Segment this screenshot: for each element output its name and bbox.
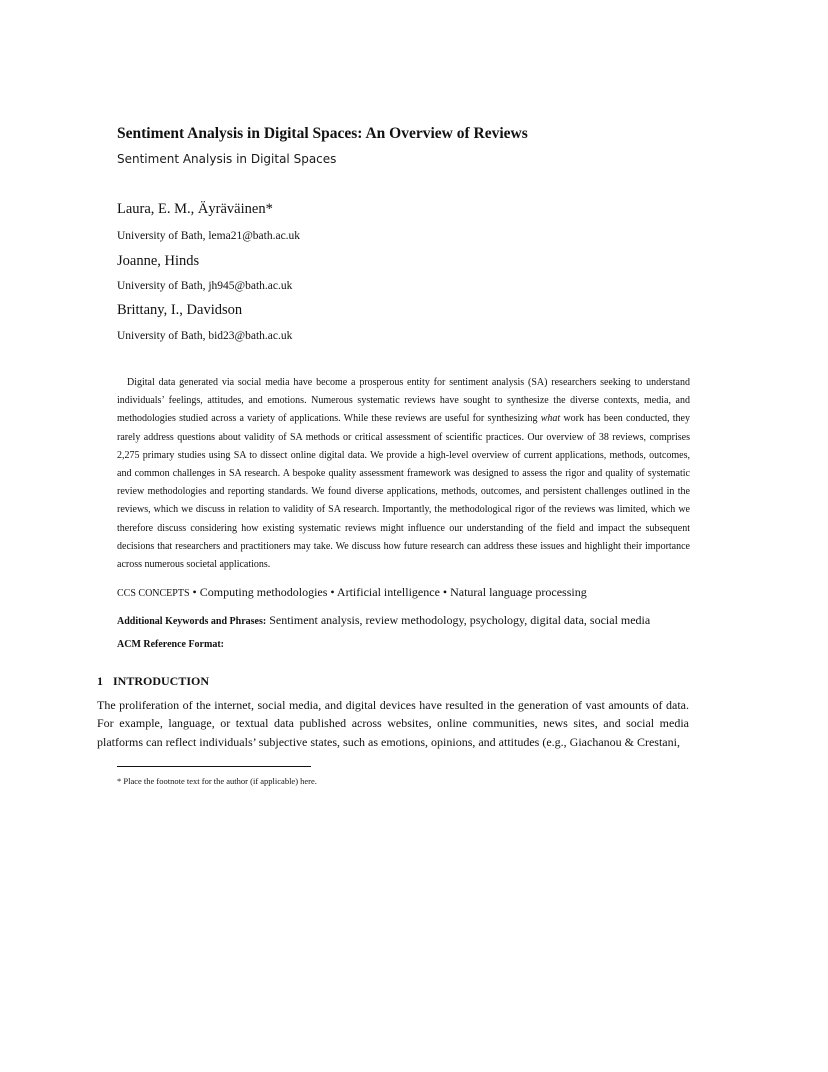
ccs-concepts: [117, 585, 587, 600]
abstract-text: Digital data generated via social media have become a prosperous entity for sentiment analysis (SA) researchers seeking to understand individuals’ feelings, attitudes, and emotions. Numerous systematic reviews have sought to synthesize the diverse contexts, media, and methodologies studied across a variety of applications. While these reviews are useful for synthesizing: [117, 377, 690, 425]
introduction-body: [97, 696, 689, 751]
footnote: * Place the footnote text for the author (if applicable) here.: [117, 776, 317, 786]
abstract-text-continued: work has been conducted, they rarely address questions about validity of SA methods or critical assessment of scientific practices. Our overview of 38 reviews, comprises 2,275 primary studies using SA to dissect online digital data. We provide a high-level overview of current applications, methods, outcomes, and common challenges in SA research. A bespoke quality assessment framework was designed to assess the rigor and quality of systematic review methodologies and reporting standards. We found diverse applications, methods, outcomes, and persistent challenges outlined in the reviews, which we discuss in relation to validity of SA research. Importantly, the methodological rigor of the reviews was limited, which we therefore discuss considering how existing systematic reviews might influence our understanding of the field and impact the subsequent decisions that researchers and practitioners may take. We discuss how future research can address these issues and highlight their importance across numerous societal applications.: [117, 413, 690, 571]
section-number: 1: [97, 674, 103, 688]
abstract: [117, 374, 690, 574]
introduction-paragraph: The proliferation of the internet, social media, and digital devices have resulted in the generation of vast amounts of data. For example, language, or textual data published across websites, online communities, news sites, and social media platforms can reflect individuals’ subjective states, such as emotions, opinions, and attitudes (e.g., Giachanou & Crestani,: [97, 698, 689, 749]
author-name: Laura, E. M., Äyräväinen*: [117, 201, 273, 217]
section-title: INTRODUCTION: [113, 674, 210, 688]
keywords-label: Additional Keywords and Phrases:: [117, 616, 267, 627]
author-affiliation: University of Bath, jh945@bath.ac.uk: [117, 280, 293, 292]
author-affiliation: University of Bath, lema21@bath.ac.uk: [117, 230, 301, 242]
author-name: Joanne, Hinds: [117, 253, 200, 269]
paper-title: Sentiment Analysis in Digital Spaces: An Overview of Reviews: [117, 125, 528, 142]
section-heading: [97, 674, 209, 689]
ccs-concepts-list: • Computing methodologies • Artificial intelligence • Natural language processing: [192, 585, 587, 599]
abstract-italic: what: [540, 413, 561, 425]
author-name: Brittany, I., Davidson: [117, 302, 243, 318]
ccs-label: CCS CONCEPTS: [117, 588, 190, 599]
acm-reference-format: ACM Reference Format:: [117, 639, 224, 650]
keywords: [117, 613, 650, 628]
author-affiliation: University of Bath, bid23@bath.ac.uk: [117, 330, 293, 342]
footnote-divider: [117, 766, 311, 767]
running-title: Sentiment Analysis in Digital Spaces: [117, 152, 337, 166]
abstract-paragraph: [117, 374, 690, 574]
keywords-text: Sentiment analysis, review methodology, psychology, digital data, social media: [269, 613, 651, 627]
